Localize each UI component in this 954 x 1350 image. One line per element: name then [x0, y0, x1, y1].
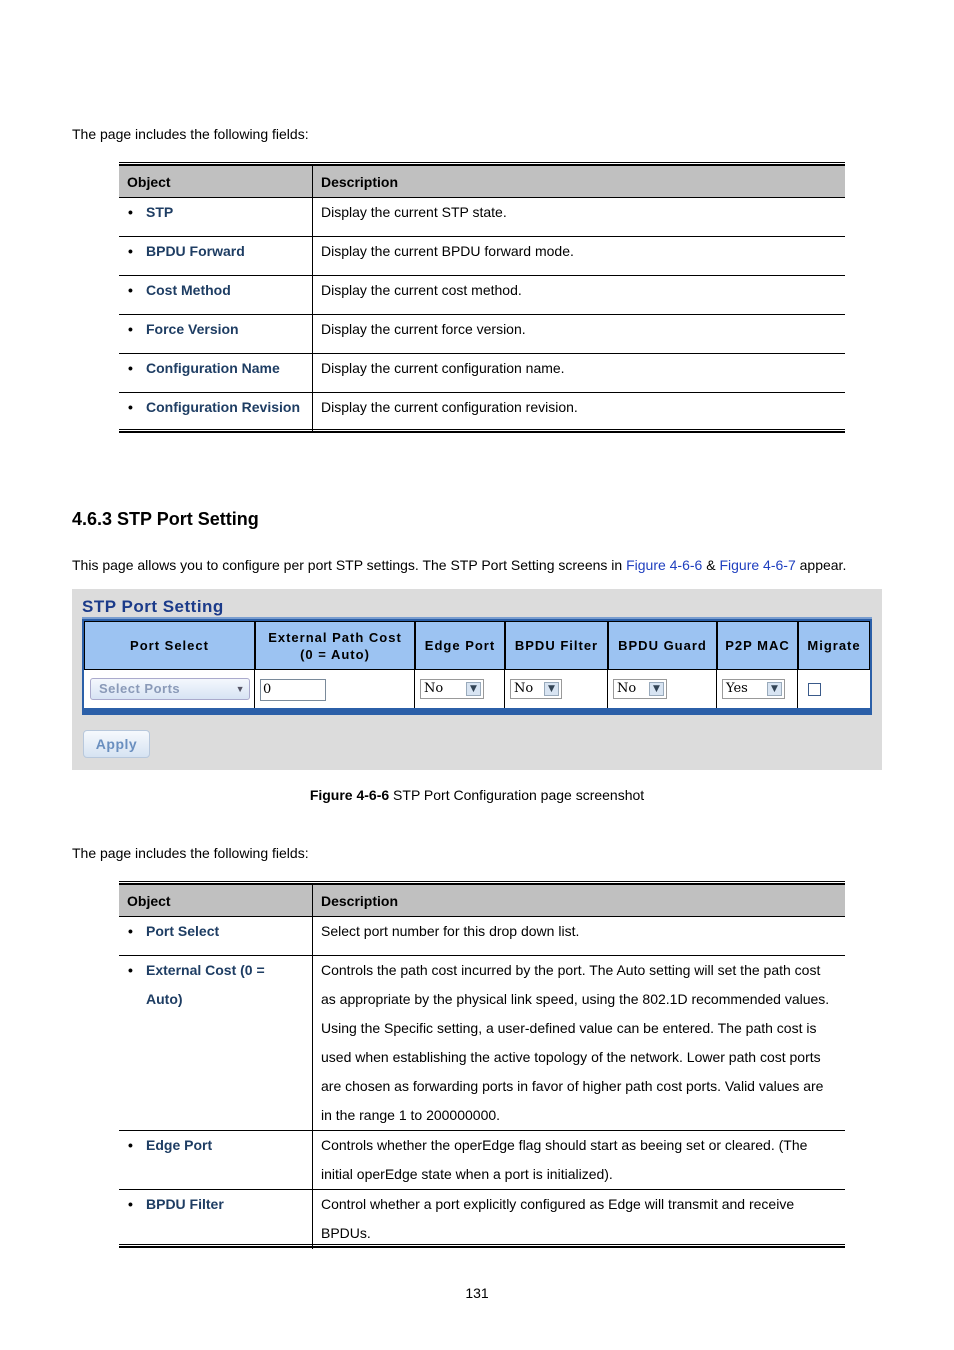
table1-object-cell: • Force Version [119, 315, 313, 354]
table2-object-cell: • BPDU Filter [119, 1190, 313, 1249]
table1-description: Display the current STP state. [313, 198, 846, 237]
table1-object: Configuration Revision [146, 399, 300, 415]
header-bpdu-guard: BPDU Guard [608, 621, 717, 670]
cell-p2p-mac [717, 670, 798, 710]
table1-object: Force Version [146, 321, 239, 337]
migrate-checkbox[interactable] [808, 683, 821, 696]
table1-object-cell: • Configuration Name [119, 354, 313, 393]
figure-link-4-6-7[interactable]: Figure 4-6-7 [719, 557, 796, 573]
chevron-down-icon: ▼ [649, 682, 664, 696]
table2-bottom-rule [119, 1244, 845, 1248]
figure-caption-text: STP Port Configuration page screenshot [389, 787, 645, 803]
table1-object: Configuration Name [146, 360, 280, 376]
table2-object: Edge Port [146, 1137, 213, 1153]
table1-object-cell: • STP [119, 198, 313, 237]
table2-description: Controls whether the operEdge flag should start as beeing set or cleared. (The initial operEdge state when a port is initialized). [313, 1131, 846, 1190]
table1 [119, 166, 845, 432]
table1-description: Display the current configuration name. [313, 354, 846, 393]
page-number: 131 [465, 1285, 489, 1301]
para-text: appear. [795, 557, 847, 573]
table1-description: Display the current BPDU forward mode. [313, 237, 846, 276]
header-ext-cost-line1: External Path Cost [268, 629, 402, 645]
table1-object-cell: • BPDU Forward [119, 237, 313, 276]
table2-description: Select port number for this drop down list. [313, 917, 846, 956]
edge-port-value: No [424, 681, 444, 696]
header-p2p-mac: P2P MAC [717, 621, 798, 670]
cell-edge-port [415, 670, 505, 710]
table1-object-cell: • Cost Method [119, 276, 313, 315]
panel-title: STP Port Setting [82, 597, 224, 616]
table1-object: Cost Method [146, 282, 231, 298]
cell-bpdu-guard [608, 670, 717, 710]
cell-port-select [84, 670, 255, 710]
header-port-select: Port Select [84, 621, 255, 670]
intro-text-bottom: The page includes the following fields: [72, 845, 309, 861]
header-edge-port: Edge Port [415, 621, 505, 670]
table1-object-cell: • Configuration Revision [119, 393, 313, 432]
figure-caption [0, 786, 954, 804]
chevron-down-icon: ▼ [235, 684, 245, 694]
port-select-value: Select Ports [99, 681, 181, 696]
chevron-down-icon: ▼ [466, 682, 481, 696]
grid-bottom-bar [84, 708, 870, 713]
table1-object: STP [146, 204, 174, 220]
chevron-down-icon: ▼ [544, 682, 559, 696]
table2-object: BPDU Filter [146, 1196, 224, 1212]
bpdu-filter-value: No [514, 681, 534, 696]
para-text: This page allows you to configure per port STP settings. The STP Port Setting screens in [72, 557, 627, 573]
external-cost-input[interactable]: 0 [260, 679, 326, 701]
bpdu-filter-select[interactable] [510, 679, 562, 699]
table1-description: Display the current configuration revision. [313, 393, 846, 432]
stp-port-setting-panel [72, 589, 882, 770]
p2p-mac-select[interactable] [722, 679, 785, 699]
table2-object-cell: • External Cost (0 = Auto) [119, 956, 313, 1131]
table2-header-object: Object [119, 885, 313, 917]
header-external-path-cost [255, 621, 415, 670]
table1-description: Display the current cost method. [313, 276, 846, 315]
edge-port-select[interactable] [420, 679, 484, 699]
table1-bottom-rule [119, 429, 845, 433]
intro-text-top: The page includes the following fields: [72, 126, 309, 142]
cell-external-cost [255, 670, 415, 710]
chevron-down-icon: ▼ [767, 682, 782, 696]
stp-config-grid [82, 619, 872, 715]
p2p-mac-value: Yes [726, 681, 748, 696]
header-bpdu-filter: BPDU Filter [505, 621, 608, 670]
table2-object-cell: • Edge Port [119, 1131, 313, 1190]
figure-link-4-6-6[interactable]: Figure 4-6-6 [626, 557, 703, 573]
table2-object: Port Select [146, 923, 220, 939]
bpdu-guard-select[interactable] [613, 679, 667, 699]
table2-description: Control whether a port explicitly configured as Edge will transmit and receive BPDUs. [313, 1190, 846, 1249]
table1-object: BPDU Forward [146, 243, 245, 259]
header-ext-cost-line2: (0 = Auto) [300, 646, 370, 662]
table2-description: Controls the path cost incurred by the port. The Auto setting will set the path cost as appropriate by the physical link speed, using the 802.1D recommended values. Using the Specific setting, a user-defined value can be entered. The path cost is used when establishing the active topology of the network. Lower path cost ports are chosen as forwarding ports in favor of higher path cost ports. Valid values are in the range 1 to 200000000. [313, 956, 846, 1131]
table2-object-cell: • Port Select [119, 917, 313, 956]
cell-bpdu-filter [505, 670, 608, 710]
table2 [119, 885, 845, 1249]
section-heading: 4.6.3 STP Port Setting [72, 509, 259, 529]
header-migrate: Migrate [798, 621, 870, 670]
cell-migrate [798, 670, 870, 710]
table1-header-object: Object [119, 166, 313, 198]
para-text: & [702, 557, 720, 573]
table2-object: External Cost (0 = Auto) [146, 962, 265, 1007]
figure-caption-label: Figure 4-6-6 [309, 787, 390, 803]
apply-button[interactable]: Apply [83, 730, 150, 758]
table1-description: Display the current force version. [313, 315, 846, 354]
table1-header-description: Description [313, 166, 846, 198]
port-select-dropdown[interactable] [90, 678, 250, 700]
bpdu-guard-value: No [617, 681, 637, 696]
table2-header-description: Description [313, 885, 846, 917]
section-paragraph [72, 556, 846, 574]
